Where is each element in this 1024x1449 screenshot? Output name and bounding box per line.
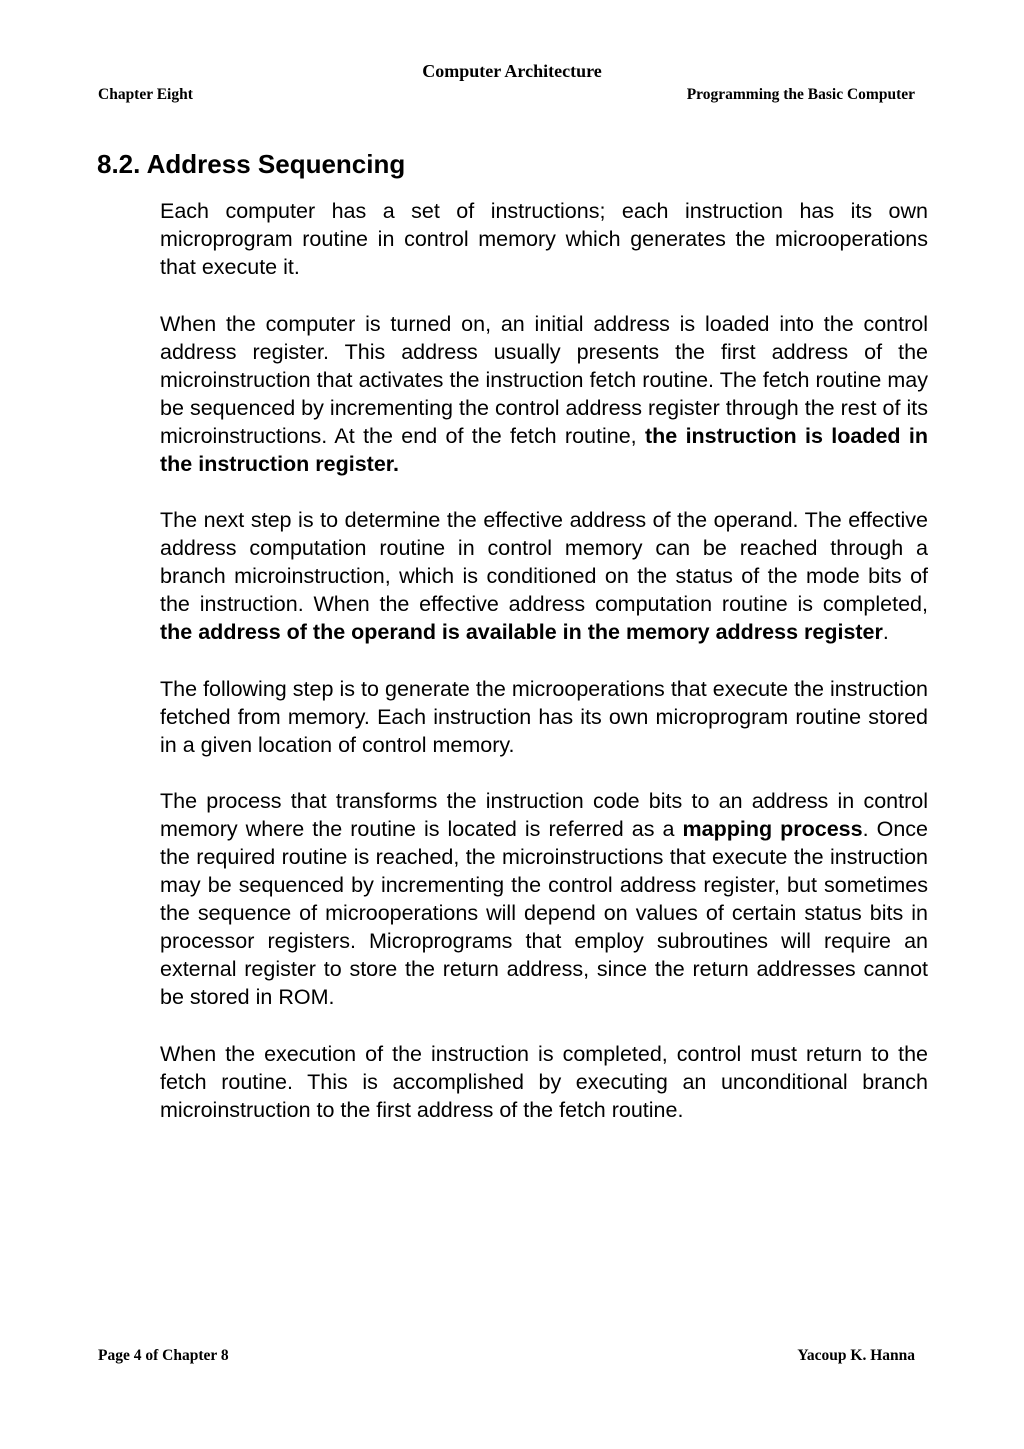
paragraph-5-text: The process that transforms the instruction code bits to an address in control memory where the routine is located is referred as a [160,789,928,841]
paragraph-5 [160,787,928,1011]
paragraph-6-text: When the execution of the instruction is completed, control must return to the fetch routine. This is accomplished by executing an unconditional branch microinstruction to the first address of the fetch routine. [160,1041,928,1122]
paragraph-1 [160,197,928,281]
paragraph-4 [160,675,928,759]
paragraph-2-text: When the computer is turned on, an initial address is loaded into the control address register. This address usually presents the first address of the microinstruction that activates the instruction fetch routine. The fetch routine may be sequenced by incrementing the control address register through the rest of its microinstructions. At the end of the fetch routine, [160,311,928,448]
paragraph-5-emphasis: mapping process [682,817,863,841]
paragraph-5-tail: . Once the required routine is reached, the microinstructions that execute the instruction may be sequenced by incrementing the control address register, but sometimes the sequence of microoperations will depend on values of certain status bits in processor registers. Microprograms that employ subroutines will require an external register to store the return address, since the return addresses cannot be stored in ROM. [160,817,928,1009]
paragraph-1-text: Each computer has a set of instructions; each instruction has its own microprogram routine in control memory which generates the microoperations that execute it. [160,199,928,279]
document-title: Computer Architecture [422,61,602,81]
paragraph-6 [160,1040,928,1124]
paragraph-3 [160,506,928,646]
paragraph-2 [160,310,928,478]
paragraph-3-emphasis: the address of the operand is available in the memory address register [160,620,883,644]
chapter-label: Chapter Eight [98,86,193,103]
page-number: Page 4 of Chapter 8 [98,1347,229,1364]
paragraph-2-emphasis: the instruction is loaded in the instruction register. [160,423,928,476]
author-name: Yacoup K. Hanna [797,1347,915,1364]
paragraph-3-text: The next step is to determine the effective address of the operand. The effective address computation routine in control memory can be reached through a branch microinstruction, which is conditioned on the status of the mode bits of the instruction. When the effective address computation routine is completed, [160,508,928,616]
chapter-topic: Programming the Basic Computer [686,86,915,103]
paragraph-4-text: The following step is to generate the microoperations that execute the instruction fetched from memory. Each instruction has its own microprogram routine stored in a given location of control memory. [160,676,928,757]
section-title: 8.2. Address Sequencing [97,149,406,179]
paragraph-3-tail: . [882,620,889,644]
section-body [160,197,928,1152]
